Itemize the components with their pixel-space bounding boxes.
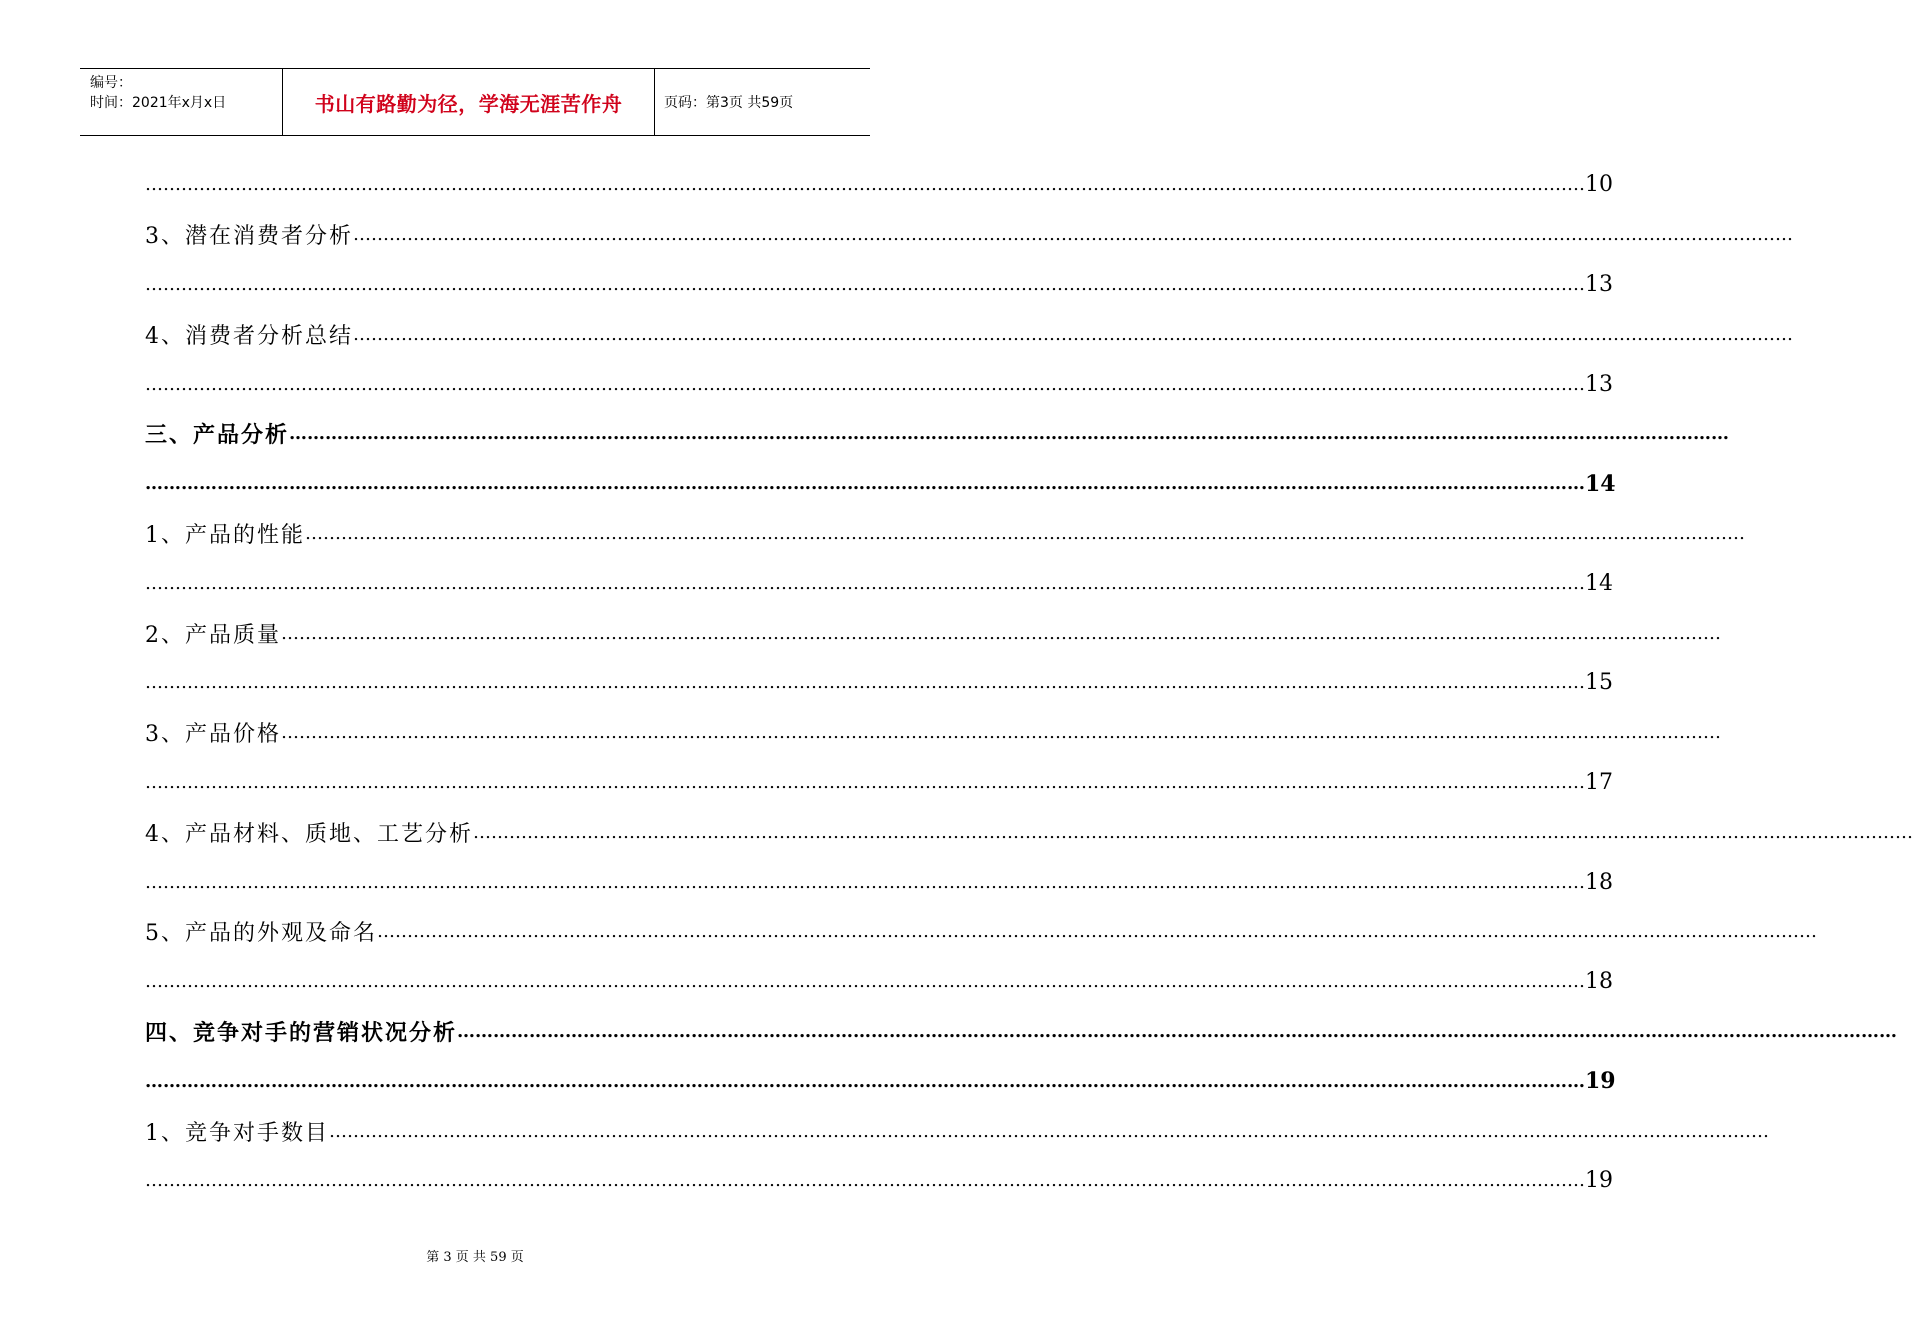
toc-dot-leader: …………………………………………………………………………………………………………………………………………………………………………………………………………………… xyxy=(145,1070,1585,1092)
toc-dot-leader: …………………………………………………………………………………………………………………………………………………………………………………………………………………… xyxy=(329,1120,1769,1142)
toc-dot-leader: …………………………………………………………………………………………………………………………………………………………………………………………………………………… xyxy=(145,871,1585,893)
toc-entry xyxy=(145,509,1745,559)
toc-dot-leader: …………………………………………………………………………………………………………………………………………………………………………………………………………………… xyxy=(473,821,1913,843)
toc-page-number: 13 xyxy=(1585,271,1613,297)
toc-entry xyxy=(145,309,1793,359)
toc-entry xyxy=(145,359,1613,409)
toc-entry xyxy=(145,1106,1769,1156)
toc-dot-leader: …………………………………………………………………………………………………………………………………………………………………………………………………………………… xyxy=(145,174,1585,196)
toc-entry xyxy=(145,708,1721,758)
toc-dot-leader: …………………………………………………………………………………………………………………………………………………………………………………………………………………… xyxy=(145,473,1585,495)
toc-entry xyxy=(145,658,1613,708)
toc-dot-leader: …………………………………………………………………………………………………………………………………………………………………………………………………………………… xyxy=(457,1020,1898,1042)
toc-entry-title: 1、产品的性能 xyxy=(145,522,305,548)
toc-entry xyxy=(145,409,1730,459)
toc-page-number: 19 xyxy=(1585,1068,1616,1095)
toc-dot-leader: …………………………………………………………………………………………………………………………………………………………………………………………………………………… xyxy=(145,273,1585,295)
toc-dot-leader: …………………………………………………………………………………………………………………………………………………………………………………………………………………… xyxy=(145,1170,1585,1192)
toc-dot-leader: …………………………………………………………………………………………………………………………………………………………………………………………………………………… xyxy=(145,572,1585,594)
toc-dot-leader: …………………………………………………………………………………………………………………………………………………………………………………………………………………… xyxy=(377,921,1817,943)
toc-entry xyxy=(145,907,1817,957)
toc-entry xyxy=(145,160,1613,210)
page-header xyxy=(80,68,870,136)
header-meta xyxy=(80,69,282,135)
toc-entry xyxy=(145,1056,1616,1106)
toc-entry xyxy=(145,1156,1613,1206)
toc-page-number: 17 xyxy=(1585,769,1613,795)
toc-dot-leader: …………………………………………………………………………………………………………………………………………………………………………………………………………………… xyxy=(353,323,1793,345)
toc-dot-leader: …………………………………………………………………………………………………………………………………………………………………………………………………………………… xyxy=(289,423,1730,445)
toc-entry-title: 1、竞争对手数目 xyxy=(145,1120,329,1146)
toc-dot-leader: …………………………………………………………………………………………………………………………………………………………………………………………………………………… xyxy=(145,971,1585,993)
toc-entry-title: 2、产品质量 xyxy=(145,622,281,648)
toc-entry xyxy=(145,608,1721,658)
toc-entry xyxy=(145,210,1793,260)
header-motto-cell xyxy=(282,69,655,135)
header-page-info-cell xyxy=(655,69,870,135)
toc-entry-title: 4、产品材料、质地、工艺分析 xyxy=(145,821,473,847)
page-footer: 第 3 页 共 59 页 xyxy=(426,1250,524,1265)
toc-entry xyxy=(145,1007,1898,1057)
toc-dot-leader: …………………………………………………………………………………………………………………………………………………………………………………………………………………… xyxy=(353,224,1793,246)
toc-entry xyxy=(145,857,1613,907)
toc-entry-title: 3、潜在消费者分析 xyxy=(145,224,353,250)
toc-dot-leader: …………………………………………………………………………………………………………………………………………………………………………………………………………………… xyxy=(145,672,1585,694)
toc-dot-leader: …………………………………………………………………………………………………………………………………………………………………………………………………………………… xyxy=(281,722,1721,744)
toc-page-number: 10 xyxy=(1585,172,1613,198)
toc-page-number: 18 xyxy=(1585,969,1613,995)
toc-page-number: 14 xyxy=(1585,470,1616,497)
header-page-info: 页码：第3页 共59页 xyxy=(664,95,794,111)
toc-dot-leader: …………………………………………………………………………………………………………………………………………………………………………………………………………………… xyxy=(305,522,1745,544)
toc-entry xyxy=(145,957,1613,1007)
toc-page-number: 18 xyxy=(1585,869,1613,895)
toc-page-number: 13 xyxy=(1585,371,1613,397)
toc-entry-title: 三、产品分析 xyxy=(145,422,290,449)
toc-entry-title: 5、产品的外观及命名 xyxy=(145,921,377,947)
toc-entry xyxy=(145,459,1616,509)
toc-entry xyxy=(145,758,1613,808)
toc-entry-title: 4、消费者分析总结 xyxy=(145,323,353,349)
document-number-label: 编号： xyxy=(90,75,132,91)
table-of-contents xyxy=(145,160,1913,1206)
toc-page-number: 19 xyxy=(1585,1168,1613,1194)
toc-entry-title: 3、产品价格 xyxy=(145,722,281,748)
toc-dot-leader: …………………………………………………………………………………………………………………………………………………………………………………………………………………… xyxy=(281,622,1721,644)
toc-entry xyxy=(145,558,1613,608)
toc-page-number: 15 xyxy=(1585,670,1613,696)
toc-entry xyxy=(145,260,1613,310)
toc-entry xyxy=(145,807,1913,857)
toc-dot-leader: …………………………………………………………………………………………………………………………………………………………………………………………………………………… xyxy=(145,771,1585,793)
header-motto: 书山有路勤为径，学海无涯苦作舟 xyxy=(314,91,623,116)
toc-dot-leader: …………………………………………………………………………………………………………………………………………………………………………………………………………………… xyxy=(145,373,1585,395)
toc-entry-title: 四、竞争对手的营销状况分析 xyxy=(145,1019,458,1046)
document-date-label: 时间：2021年x月x日 xyxy=(90,95,227,111)
toc-page-number: 14 xyxy=(1585,570,1613,596)
